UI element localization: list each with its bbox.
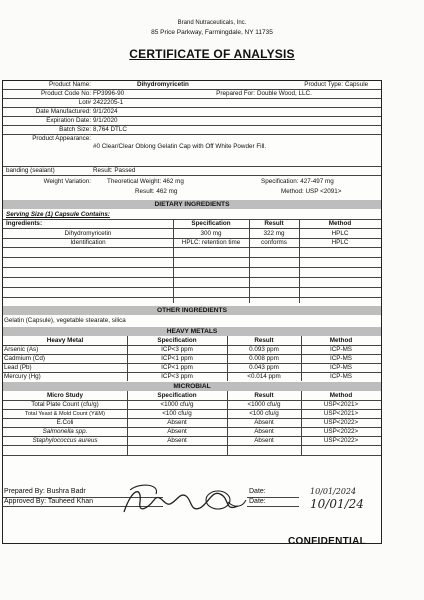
microbial-band <box>3 382 381 391</box>
ingredients-label: Ingredients: <box>6 220 43 227</box>
product-name-label: Product Name: <box>49 81 91 88</box>
prepared-for: Double Wood, LLC. <box>257 90 312 97</box>
micro-row-method: USP<2021> <box>323 410 359 417</box>
dietary-band <box>3 200 381 209</box>
metals-col-method: Method <box>329 337 353 344</box>
metal-row-name: Mercury (Hg) <box>4 373 41 380</box>
metal-row-result: <0.014 ppm <box>247 373 281 380</box>
handwritten-date-1: 10/01/2024 <box>310 487 357 496</box>
metal-row-method: ICP-MS <box>329 373 353 380</box>
micro-row-spec: Absent <box>167 428 187 435</box>
metals-col-result: Result <box>254 337 274 344</box>
other-ingredients-band-label: OTHER INGREDIENTS <box>157 306 227 314</box>
product-type-label: Product Type: <box>304 81 343 88</box>
dietary-row-result: 322 mg <box>263 230 285 237</box>
other-ingredients: Gelatin (Capsule), vegetable stearate, silica <box>4 317 126 324</box>
banding-result: Result: Passed <box>93 167 136 174</box>
handwritten-date-2: 10/01/24 <box>310 497 364 511</box>
micro-row-name: Staphylococcus aureus <box>32 437 98 444</box>
expiration-date: 9/1/2020 <box>93 117 118 124</box>
metals-col-spec: Specification <box>157 337 197 344</box>
prepared-for-label: Prepared For: <box>216 90 255 97</box>
metal-row-method: ICP-MS <box>329 355 353 362</box>
product-name: Dihydromyricetin <box>137 81 189 88</box>
date-label-approved: Date: <box>249 498 266 505</box>
micro-row-method: USP<2022> <box>323 428 359 435</box>
theoretical-weight: Theoretical Weight: 462 mg <box>107 178 184 185</box>
micro-row-method: USP<2022> <box>323 437 359 444</box>
lot-number: 2422205-1 <box>93 99 124 106</box>
coa-table <box>2 80 382 544</box>
micro-row-result: Absent <box>254 419 274 426</box>
weight-method: Method: USP <2091> <box>281 188 342 195</box>
expiration-label: Expiration Date: <box>46 117 91 124</box>
dietary-col-result: Result <box>264 220 284 227</box>
dietary-row-method: HPLC <box>331 230 349 237</box>
date-manufactured-label: Date Manufactured: <box>35 108 91 115</box>
dietary-row-name: Identification <box>70 239 106 246</box>
micro-row-result: <1000 cfu/g <box>247 401 281 408</box>
heavy-metals-band <box>3 327 381 336</box>
micro-row-method: USP<2022> <box>323 419 359 426</box>
heavy-metals-band-label: HEAVY METALS <box>166 327 218 335</box>
company-address: 85 Price Parkway, Farmingdale, NY 11735 <box>151 29 273 36</box>
signature-image <box>120 478 250 522</box>
metals-col-name: Heavy Metal <box>46 337 84 344</box>
micro-row-name: Salmonella spp. <box>42 428 88 435</box>
dietary-row-result: conforms <box>261 239 287 246</box>
metal-row-result: 0.043 ppm <box>249 364 279 371</box>
micro-row-name: Total Plate Count (cfu/g) <box>31 401 99 408</box>
dietary-row-name: Dihydromyricetin <box>64 230 112 237</box>
dietary-row-spec: 300 mg <box>200 230 222 237</box>
micro-row-spec: <100 cfu/g <box>162 410 192 417</box>
other-ingredients-band <box>3 306 381 315</box>
lot-label: Lot# <box>78 99 91 106</box>
metal-row-spec: ICP<3 ppm <box>161 373 193 380</box>
product-type: Capsule <box>345 81 369 88</box>
approved-by: Approved By: Tauheed Khan <box>4 498 93 505</box>
product-code: FP3996-90 <box>93 90 125 97</box>
micro-row-name: E.Coli <box>56 419 74 426</box>
micro-row-method: USP<2021> <box>323 401 359 408</box>
metal-row-name: Cadmium (Cd) <box>4 355 45 362</box>
micro-col-name: Micro Study <box>46 392 84 399</box>
dietary-row-method: HPLC <box>331 239 349 246</box>
dietary-row-spec: HPLC: retention time <box>181 239 241 246</box>
metal-row-spec: ICP<1 ppm <box>161 364 193 371</box>
date-manufactured: 9/1/2024 <box>93 108 118 115</box>
date-label-prepared: Date: <box>249 488 266 495</box>
metal-row-method: ICP-MS <box>329 364 353 371</box>
product-code-label: Product Code No: <box>40 90 91 97</box>
micro-row-result: Absent <box>254 437 274 444</box>
metal-row-name: Lead (Pb) <box>4 364 32 371</box>
confidential-stamp: CONFIDENTIAL <box>288 536 367 547</box>
metal-row-spec: ICP<3 ppm <box>161 346 193 353</box>
prepared-by: Prepared By: Bushra Badr <box>4 488 86 495</box>
micro-col-method: Method <box>329 392 353 399</box>
serving-size: Serving Size (1) Capsule Contains: <box>6 211 110 218</box>
micro-row-spec: Absent <box>167 419 187 426</box>
dietary-col-method: Method <box>328 220 352 227</box>
weight-variation-label: Weight Variation: <box>43 178 91 185</box>
company-name: Brand Nutraceuticals, Inc. <box>177 20 247 26</box>
metal-row-result: 0.008 ppm <box>249 355 279 362</box>
metal-row-result: 0.093 ppm <box>249 346 279 353</box>
micro-row-spec: Absent <box>167 437 187 444</box>
metal-row-spec: ICP<1 ppm <box>161 355 193 362</box>
appearance-label: Product Appearance: <box>32 135 91 142</box>
weight-result: Result: 462 mg <box>135 188 178 195</box>
micro-row-spec: <1000 cfu/g <box>160 401 194 408</box>
micro-row-result: <100 cfu/g <box>249 410 279 417</box>
batch-size: 8,764 DTLC <box>93 126 127 133</box>
dietary-col-spec: Specification <box>191 220 231 227</box>
appearance: #0 Clear/Clear Oblong Gelatin Cap with Off White Powder Fill. <box>93 143 267 150</box>
metal-row-name: Arsenic (As) <box>4 346 39 353</box>
micro-col-spec: Specification <box>157 392 197 399</box>
banding-label: banding (sealant) <box>6 167 55 174</box>
weight-specification: Specification: 427-497 mg <box>261 178 334 185</box>
micro-row-result: Absent <box>254 428 274 435</box>
batch-size-label: Batch Size: <box>59 126 91 133</box>
micro-col-result: Result <box>254 392 274 399</box>
microbial-band-label: MICROBIAL <box>173 382 211 390</box>
document-title: CERTIFICATE OF ANALYSIS <box>129 47 295 61</box>
metal-row-method: ICP-MS <box>329 346 353 353</box>
dietary-band-label: DIETARY INGREDIENTS <box>154 200 230 208</box>
micro-row-name: Total Yeast & Mold Count (Y&M) <box>25 411 105 417</box>
